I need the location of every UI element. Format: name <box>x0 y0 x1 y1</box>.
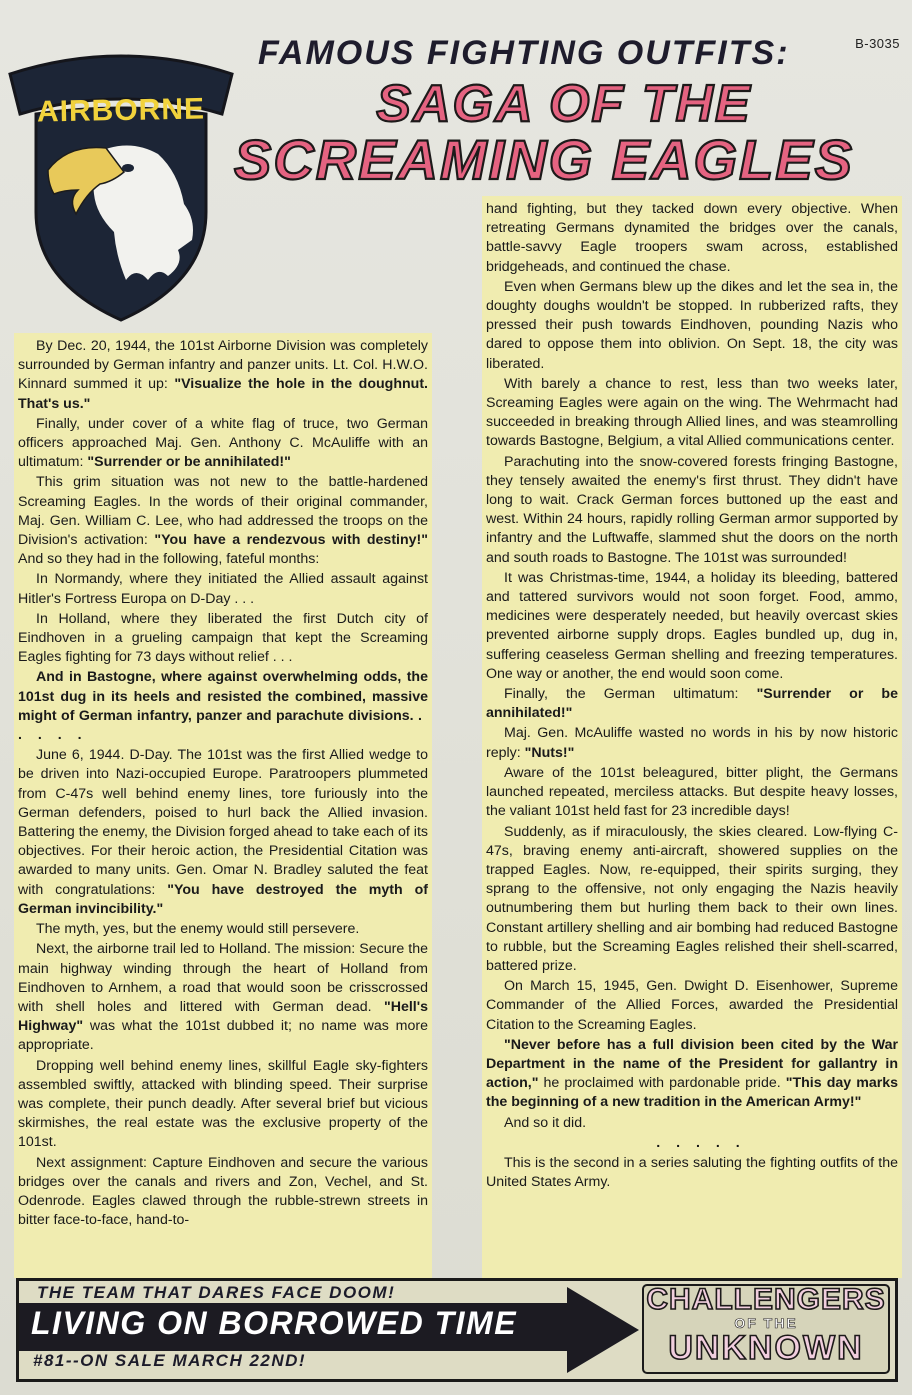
story-title-line-2: SCREAMING EAGLES <box>233 128 855 192</box>
paragraph: Suddenly, as if miraculously, the skies cleared. Low-flying C-47s, braving enemy anti-aircraft, showered supplies on the trapped Eagles. Now, re-equipped, their spirits surging, they sprang to the offensive, not only engaging the Nazis heavily outnumbering them but hurling them back to their own lines. Constant artillery shelling and air bombing had reduced Bastogne to rubble, but the Screaming Eagles relished their shell-scarred, battered prize. <box>486 823 898 974</box>
paragraph: In Normandy, where they initiated the Allied assault against Hitler's Fortress Europa on D-Day . . . <box>18 571 428 607</box>
story-title <box>214 75 874 192</box>
challengers-logo <box>643 1285 889 1365</box>
paragraph: Finally, under cover of a white flag of truce, two German officers approached Maj. Gen. Anthony C. McAuliffe with an ultimatum: "Surrender or be annihilated!" <box>18 415 428 471</box>
paragraph: In Holland, where they liberated the first Dutch city of Eindhoven in a grueling campaign that kept the Screaming Eagles fighting for 73 days without relief . . . <box>18 610 428 666</box>
banner-story-title: LIVING ON BORROWED TIME <box>31 1305 518 1341</box>
patch-label: AIRBORNE <box>36 92 206 129</box>
paragraph: Even when Germans blew up the dikes and let the sea in, the doughty doughs wouldn't be stopped. In rubberized rafts, they pressed their push towards Eindhoven, pounding Nazis who dared to oppose them into oblivion. On Sept. 18, the city was liberated. <box>486 278 898 372</box>
paragraph: It was Christmas-time, 1944, a holiday its bleeding, battered and tattered survivors would not soon forget. Food, ammo, medicines were desperately needed, but heavily overcast skies prevented airborne supply drops. Eagles bundled up, dug in, suffering ceaseless German shelling and freezing temperatures. One way or another, the end would soon come. <box>486 569 898 682</box>
paragraph: And in Bastogne, where against overwhelming odds, the 101st dug in its heels and resisted the combined, massive might of German infantry, panzer and parachute divisions. . . . . . <box>18 669 428 744</box>
logo-line-2: OF THE <box>734 1315 798 1331</box>
paragraph: With barely a chance to rest, less than two weeks later, Screaming Eagles were again on the wing. The Wehrmacht had succeeded in breaking through Allied lines, and was steamrolling towards Bastogne, Belgium, a vital Allied communications center. <box>486 375 898 450</box>
banner-on-sale: #81--ON SALE MARCH 22ND! <box>33 1351 307 1370</box>
logo-line-1: CHALLENGERS <box>646 1283 886 1316</box>
paragraph: Next, the airborne trail led to Holland. The mission: Secure the main highway winding through the heart of Holland from Eindhoven to Arnhem, a road that would soon be crisscrossed with shell holes and littered with German dead. "Hell's Highway" was what the 101st dubbed it; no name was more appropriate. <box>18 941 428 1054</box>
page-code: B-3035 <box>855 36 900 51</box>
series-title: FAMOUS FIGHTING OUTFITS: <box>258 34 790 72</box>
airborne-patch <box>8 44 234 324</box>
eagle-shield-icon <box>8 44 234 324</box>
text-column-right <box>482 196 902 1278</box>
paragraph: The myth, yes, but the enemy would still persevere. <box>36 921 360 938</box>
paragraph: Next assignment: Capture Eindhoven and secure the various bridges over the canals and rivers and Zon, Vechel, and St. Odenrode. Eagles clawed through the rubble-strewn streets in bitter face-to-face, hand-to- <box>18 1154 428 1229</box>
next-issue-banner <box>16 1278 898 1382</box>
story-title-line-1: SAGA OF THE <box>376 75 752 133</box>
paragraph: By Dec. 20, 1944, the 101st Airborne Division was completely surrounded by German infantry and panzer units. Lt. Col. H.W.O. Kinnard summed it up: "Visualize the hole in the doughnut. That's us." <box>18 338 428 412</box>
banner-tagline: THE TEAM THAT DARES FACE DOOM! <box>37 1283 396 1302</box>
paragraph: hand fighting, but they tacked down every objective. When retreating Germans dynamited the bridges over the canals, battle-savvy Eagle troopers swam across, established bridgeheads, and continued the chase. <box>486 201 898 275</box>
text-column-left <box>14 333 432 1278</box>
paragraph: This grim situation was not new to the battle-hardened Screaming Eagles. In the words of their original commander, Maj. Gen. William C. Lee, who had addressed the troops on the Division's activation: "You have a rendezvous with destiny!" And so they had in the following, fateful months: <box>18 474 428 568</box>
paragraph: Dropping well behind enemy lines, skillful Eagle sky-fighters assembled swiftly, attacked with blinding speed. Their surprise was complete, their punch deadly. After several brief but vicious skirmishes, the real estate was the exclusive property of the 101st. <box>18 1057 428 1151</box>
logo-line-3: UNKNOWN <box>668 1329 864 1367</box>
paragraph: On March 15, 1945, Gen. Dwight D. Eisenhower, Supreme Commander of the Allied Forces, awarded the Presidential Citation to the Screaming Eagles. <box>486 978 898 1033</box>
paragraph: Parachuting into the snow-covered forests fringing Bastogne, they tensely awaited the enemy's first thrust. They didn't have long to wait. Crack German forces buttoned up the east and west. Within 24 hours, rapidly rolling German armor supported by infantry and the Luftwaffe, slammed shut the doors on the north and south roads to Bastogne. The 101st was surrounded! <box>486 453 898 566</box>
paragraph-dots: . . . . . <box>656 1134 746 1151</box>
paragraph: And so it did. <box>504 1114 587 1131</box>
paragraph: Maj. Gen. McAuliffe wasted no words in his by now historic reply: "Nuts!" <box>486 725 898 761</box>
series-note: This is the second in a series saluting the fighting outfits of the United States Army. <box>486 1154 898 1191</box>
paragraph: Finally, the German ultimatum: "Surrender or be annihilated!" <box>486 686 898 722</box>
paragraph: June 6, 1944. D-Day. The 101st was the first Allied wedge to be driven into Nazi-occupied Europe. Paratroopers plummeted from C-47s well behind enemy lines, tore furiously into the German defenders, poised to hurl back the Allied invasion. Battering the enemy, the Division forged ahead to take each of its objectives. For their heroic action, the Presidential Citation was awarded to many units. Gen. Omar N. Bradley saluted the feat with congratulations: "You have destroyed the myth of German invincibility." <box>18 747 429 917</box>
paragraph: "Never before has a full division been cited by the War Department in the name of the President for gallantry in action," he proclaimed with pardonable pride. "This day marks the beginning of a new tradition in the American Army!" <box>486 1036 899 1111</box>
paragraph: Aware of the 101st beleagured, bitter plight, the Germans launched repeated, merciless attacks. But despite heavy losses, the valiant 101st held fast for 23 incredible days! <box>486 764 898 820</box>
